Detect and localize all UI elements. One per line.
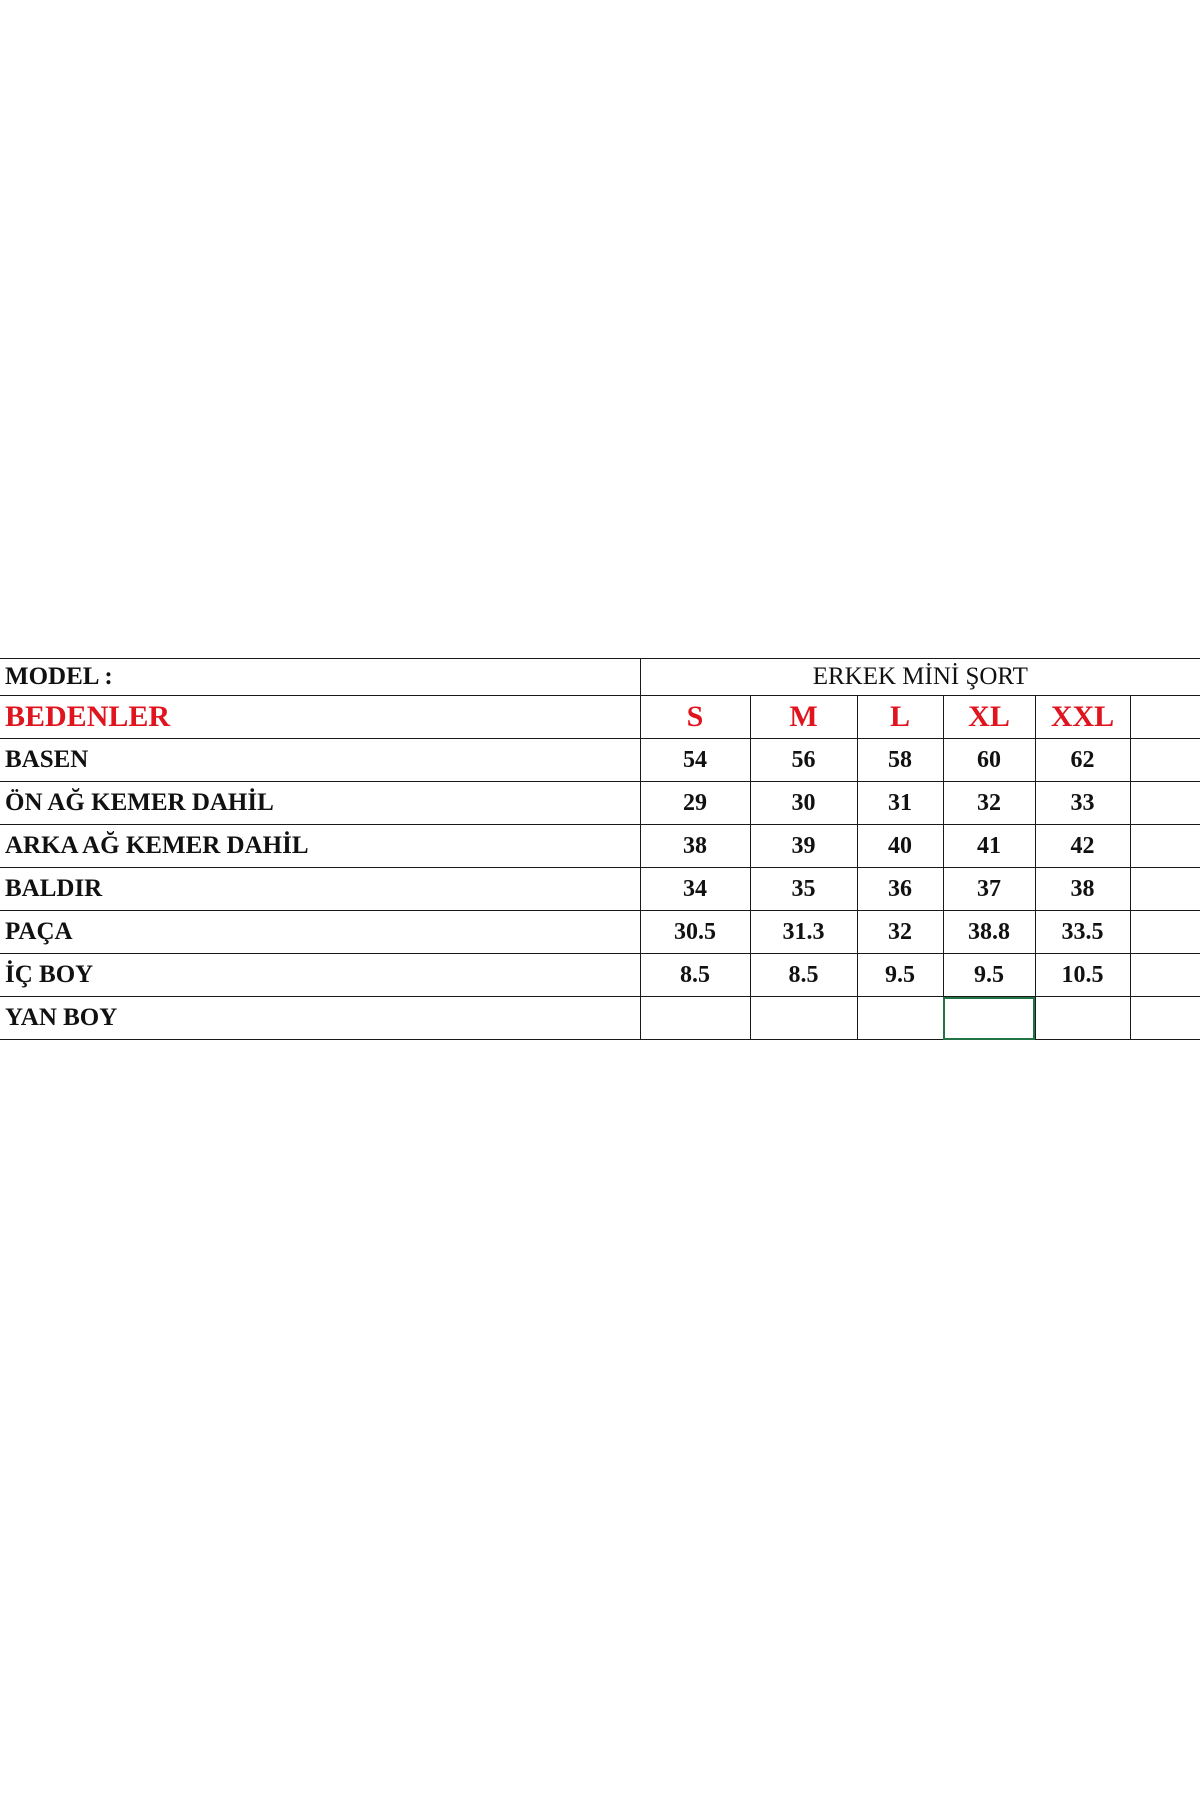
measure-cell[interactable]: 39 [750,825,857,868]
table-row [0,954,1200,997]
measure-cell[interactable] [1130,868,1200,911]
measure-cell[interactable] [1130,911,1200,954]
measure-cell[interactable]: 31.3 [750,911,857,954]
size-header-cell[interactable]: S [640,696,750,739]
table-row [0,911,1200,954]
measure-cell[interactable]: 30.5 [640,911,750,954]
measure-cell[interactable] [1130,997,1200,1040]
measure-label[interactable]: ARKA AĞ KEMER DAHİL [0,825,640,868]
measure-cell[interactable]: 31 [857,782,943,825]
size-header-cell[interactable] [1130,696,1200,739]
measure-cell[interactable]: 38 [1035,868,1130,911]
measure-cell[interactable]: 42 [1035,825,1130,868]
table-row [0,997,1200,1040]
measure-cell[interactable]: 40 [857,825,943,868]
measure-cell[interactable]: 32 [943,782,1035,825]
measure-cell[interactable]: 29 [640,782,750,825]
measure-cell[interactable] [1130,825,1200,868]
measure-cell[interactable]: 58 [857,739,943,782]
sizes-label[interactable]: BEDENLER [0,696,640,739]
measure-cell[interactable]: 62 [1035,739,1130,782]
measure-cell[interactable]: 9.5 [943,954,1035,997]
table-row [0,868,1200,911]
measure-cell[interactable]: 54 [640,739,750,782]
measure-cell[interactable]: 34 [640,868,750,911]
measure-cell[interactable]: 8.5 [750,954,857,997]
measure-cell[interactable] [750,997,857,1040]
measure-cell[interactable]: 36 [857,868,943,911]
measure-cell[interactable]: 32 [857,911,943,954]
measure-cell[interactable]: 35 [750,868,857,911]
measure-label[interactable]: ÖN AĞ KEMER DAHİL [0,782,640,825]
measure-cell[interactable]: 33.5 [1035,911,1130,954]
measure-label[interactable]: YAN BOY [0,997,640,1040]
measure-cell[interactable]: 60 [943,739,1035,782]
sizes-row [0,696,1200,739]
measure-cell[interactable] [857,997,943,1040]
measure-cell[interactable] [1130,954,1200,997]
measure-cell[interactable]: 33 [1035,782,1130,825]
measure-cell[interactable]: 10.5 [1035,954,1130,997]
measure-cell[interactable] [1035,997,1130,1040]
model-row [0,659,1200,696]
fill-handle[interactable] [1033,1037,1036,1040]
measure-cell[interactable]: 38.8 [943,911,1035,954]
size-header-cell[interactable]: L [857,696,943,739]
size-chart-table [0,658,1200,1040]
measure-cell[interactable]: 37 [943,868,1035,911]
table-row [0,739,1200,782]
measure-cell[interactable] [1130,739,1200,782]
measure-cell[interactable]: 41 [943,825,1035,868]
measure-cell[interactable] [640,997,750,1040]
size-header-cell[interactable]: XXL [1035,696,1130,739]
measure-label[interactable]: BASEN [0,739,640,782]
selected-cell[interactable] [943,997,1035,1040]
measure-cell[interactable]: 56 [750,739,857,782]
table-row [0,825,1200,868]
measure-cell[interactable]: 38 [640,825,750,868]
size-header-cell[interactable]: M [750,696,857,739]
measure-cell[interactable]: 8.5 [640,954,750,997]
measure-label[interactable]: BALDIR [0,868,640,911]
table-row [0,782,1200,825]
measure-cell[interactable] [1130,782,1200,825]
model-label[interactable]: MODEL : [0,659,640,696]
size-header-cell[interactable]: XL [943,696,1035,739]
measure-label[interactable]: PAÇA [0,911,640,954]
measure-cell[interactable]: 30 [750,782,857,825]
measure-cell[interactable]: 9.5 [857,954,943,997]
measure-label[interactable]: İÇ BOY [0,954,640,997]
model-value[interactable]: ERKEK MİNİ ŞORT [640,659,1200,696]
